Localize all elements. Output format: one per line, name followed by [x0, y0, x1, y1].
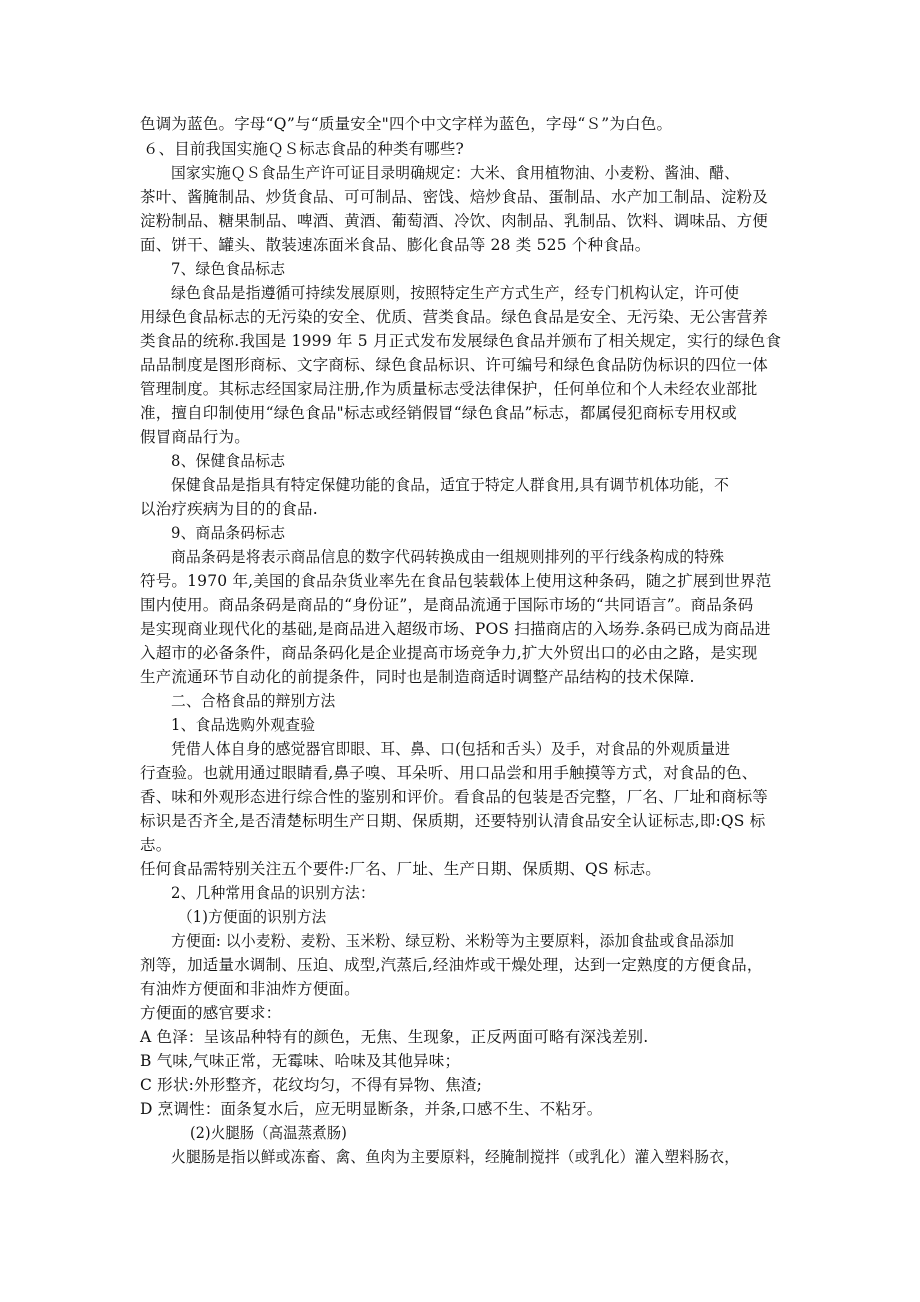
paragraph-line: 国家实施ＱＳ食品生产许可证目录明确规定：大米、食用植物油、小麦粉、酱油、醋、	[171, 164, 740, 182]
paragraph-line: 方便面: 以小麦粉、麦粉、玉米粉、绿豆粉、米粉等为主要原料，添加食盐或食品添加	[171, 932, 735, 950]
paragraph-line: 以治疗疾病为目的的食品.	[140, 500, 318, 518]
paragraph-line: 任何食品需特别关注五个要件:厂名、厂址、生产日期、保质期、QS 标志。	[140, 860, 661, 878]
paragraph-line: 淀粉制品、糖果制品、啤酒、黄酒、葡萄酒、冷饮、肉制品、乳制品、饮料、调味品、方便	[140, 212, 769, 230]
paragraph-line: 志。	[140, 836, 172, 854]
subsection-heading: （1)方便面的识别方法	[178, 908, 327, 926]
list-item: A 色泽：呈该品种特有的颜色，无焦、生现象，正反两面可略有深浅差别.	[140, 1028, 649, 1046]
section-heading: 2、几种常用食品的识别方法：	[171, 884, 375, 902]
paragraph-line: 绿色食品是指遵循可持续发展原则，按照特定生产方式生产，经专门机构认定，许可使	[171, 284, 740, 302]
paragraph-line: 凭借人体自身的感觉器官即眼、耳、鼻、口(包括和舌头）及手，对食品的外观质量进	[171, 740, 731, 758]
paragraph-line: 假冒商品行为。	[140, 428, 250, 446]
paragraph-line: 剂等，加适量水调制、压迫、成型,汽蒸后,经油炸或干燥处理，达到一定熟度的方便食品，	[140, 956, 763, 974]
text-line: 色调为蓝色。字母“Q”与“质量安全"四个中文字样为蓝色，字母“Ｓ”为白色。	[140, 115, 673, 133]
paragraph-line: 茶叶、酱腌制品、炒货食品、可可制品、密饯、焙炒食品、蛋制品、水产加工制品、淀粉及	[140, 188, 769, 206]
section-heading: 二、合格食品的辩别方法	[171, 692, 336, 710]
paragraph-line: 香、味和外观形态进行综合性的鉴别和评价。看食品的包装是否完整，厂名、厂址和商标等	[140, 788, 769, 806]
section-heading: 9、商品条码标志	[171, 524, 286, 542]
section-heading: 7、绿色食品标志	[171, 260, 286, 278]
paragraph-line: 标识是否齐全,是否清楚标明生产日期、保质期，还要特别认清食品安全认证标志,即:QS 标	[140, 812, 766, 830]
paragraph-line: 方便面的感官要求：	[140, 1004, 282, 1022]
paragraph-line: 入超市的必备条件，商品条码化是企业提高市场竞争力,扩大外贸出口的必由之路，是实现	[140, 644, 758, 662]
subsection-heading: (2)火腿肠（高温蒸煮肠)	[190, 1124, 348, 1142]
paragraph-line: 类食品的统称.我国是 1999 年 5 月正式发布发展绿色食品并颁布了相关规定，实行的绿色食	[140, 332, 782, 350]
question-heading: ６、目前我国实施ＱＳ标志食品的种类有哪些?	[143, 140, 465, 158]
section-heading: 8、保健食品标志	[171, 452, 286, 470]
paragraph-line: 火腿肠是指以鲜或冻畜、禽、鱼肉为主要原料，经腌制搅拌（或乳化）灌入塑料肠衣，	[171, 1148, 740, 1166]
paragraph-line: 保健食品是指具有特定保健功能的食品，适宜于特定人群食用,具有调节机体功能，不	[171, 476, 730, 494]
paragraph-line: 围内使用。商品条码是商品的“身份证”，是商品流通于国际市场的“共同语言”。商品条码	[140, 596, 754, 614]
list-item: D 烹调性：面条复水后，应无明显断条，并条,口感不生、不粘牙。	[140, 1100, 603, 1118]
paragraph-line: 是实现商业现代化的基础,是商品进入超级市场、POS 扫描商店的入场券.条码已成为商品进	[140, 620, 771, 638]
section-heading: 1、食品选购外观查验	[171, 716, 316, 734]
paragraph-line: 生产流通环节自动化的前提条件，同时也是制造商适时调整产品结构的技术保障.	[140, 668, 695, 686]
paragraph-line: 准，擅自印制使用“绿色食品"标志或经销假冒“绿色食品”标志，都属侵犯商标专用权或	[140, 404, 737, 422]
list-item: B 气味,气味正常，无霉味、哈味及其他异味；	[140, 1052, 461, 1070]
paragraph-line: 面、饼干、罐头、散装速冻面米食品、膨化食品等 28 类 525 个种食品。	[140, 236, 651, 254]
paragraph-line: 行查验。也就用通过眼睛看,鼻子嗅、耳朵听、用口品尝和用手触摸等方式，对食品的色、	[140, 764, 758, 782]
paragraph-line: 管理制度。其标志经国家局注册,作为质量标志受法律保护，任何单位和个人未经农业部批	[140, 380, 758, 398]
paragraph-line: 符号。1970 年,美国的食品杂货业率先在食品包装载体上使用这种条码，随之扩展到世界范	[140, 572, 772, 590]
paragraph-line: 品品制度是图形商标、文字商标、绿色食品标识、许可编号和绿色食品防伪标识的四位一体	[140, 356, 769, 374]
paragraph-line: 用绿色食品标志的无污染的安全、优质、营类食品。绿色食品是安全、无污染、无公害营养	[140, 308, 769, 326]
paragraph-line: 有油炸方便面和非油炸方便面。	[140, 980, 360, 998]
paragraph-line: 商品条码是将表示商品信息的数字代码转换成由一组规则排列的平行线条构成的特殊	[171, 548, 725, 566]
list-item: C 形状:外形整齐，花纹均匀，不得有异物、焦渣;	[140, 1076, 483, 1094]
